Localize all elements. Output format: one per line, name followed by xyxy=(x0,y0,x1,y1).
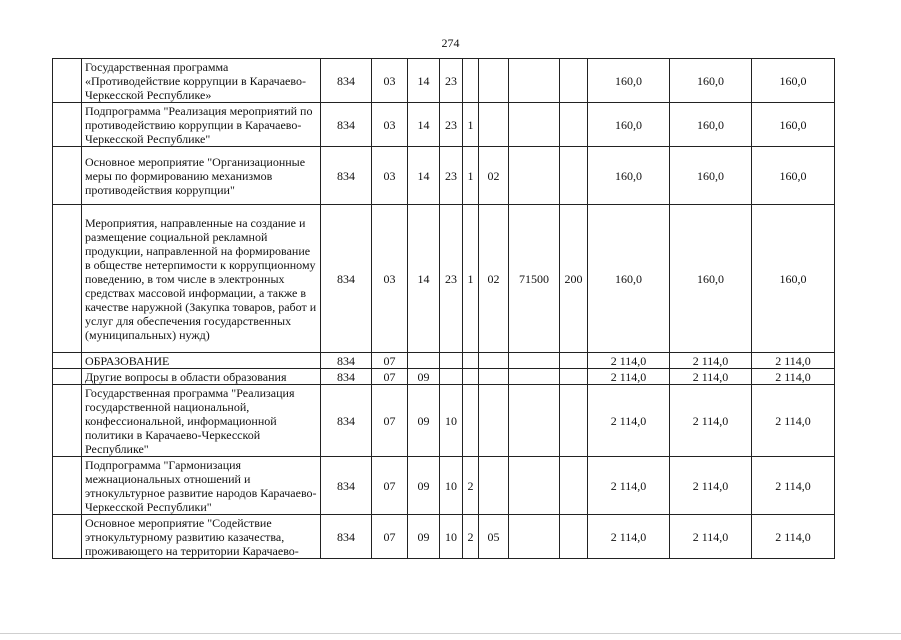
subprogram-code-cell xyxy=(463,369,479,385)
amount-year-1-cell: 2 114,0 xyxy=(588,515,670,559)
ministry-code-cell: 834 xyxy=(321,385,372,457)
expense-type-code-cell xyxy=(560,369,588,385)
subprogram-code-cell: 1 xyxy=(463,205,479,353)
expense-type-code-cell xyxy=(560,147,588,205)
table-row xyxy=(53,147,835,205)
ministry-code-cell: 834 xyxy=(321,205,372,353)
name-cell: Подпрограмма "Гармонизация межнациональных отношений и этнокультурное развитие народов Карачаево-Черкесской Республики" xyxy=(82,457,321,515)
subprogram-code-cell: 2 xyxy=(463,457,479,515)
direction-code-cell xyxy=(509,147,560,205)
ministry-code-cell: 834 xyxy=(321,457,372,515)
direction-code-cell xyxy=(509,515,560,559)
row-number-cell xyxy=(53,103,82,147)
row-number-cell xyxy=(53,59,82,103)
main-event-code-cell: 02 xyxy=(479,205,509,353)
amount-year-2-cell: 160,0 xyxy=(670,103,752,147)
amount-year-1-cell: 2 114,0 xyxy=(588,457,670,515)
amount-year-2-cell: 2 114,0 xyxy=(670,515,752,559)
ministry-code-cell: 834 xyxy=(321,147,372,205)
section-code-cell: 03 xyxy=(372,205,408,353)
table-row xyxy=(53,103,835,147)
program-code-cell: 10 xyxy=(440,385,463,457)
amount-year-2-cell: 160,0 xyxy=(670,59,752,103)
name-cell: Государственная программа «Противодействие коррупции в Карачаево-Черкесской Республике» xyxy=(82,59,321,103)
direction-code-cell xyxy=(509,369,560,385)
table-row xyxy=(53,457,835,515)
subsection-code-cell: 14 xyxy=(408,103,440,147)
section-code-cell: 03 xyxy=(372,59,408,103)
row-number-cell xyxy=(53,515,82,559)
amount-year-1-cell: 160,0 xyxy=(588,147,670,205)
name-cell: Подпрограмма "Реализация мероприятий по противодействию коррупции в Карачаево-Черкесской Республике" xyxy=(82,103,321,147)
amount-year-2-cell: 2 114,0 xyxy=(670,353,752,369)
subsection-code-cell: 09 xyxy=(408,457,440,515)
table-row xyxy=(53,353,835,369)
section-code-cell: 07 xyxy=(372,369,408,385)
expense-type-code-cell xyxy=(560,59,588,103)
amount-year-1-cell: 2 114,0 xyxy=(588,385,670,457)
section-code-cell: 07 xyxy=(372,515,408,559)
name-cell: Основное мероприятие "Организационные меры по формированию механизмов противодействия коррупции" xyxy=(82,147,321,205)
amount-year-3-cell: 2 114,0 xyxy=(752,457,835,515)
amount-year-3-cell: 160,0 xyxy=(752,205,835,353)
amount-year-3-cell: 160,0 xyxy=(752,59,835,103)
section-code-cell: 07 xyxy=(372,353,408,369)
amount-year-1-cell: 160,0 xyxy=(588,205,670,353)
subprogram-code-cell xyxy=(463,353,479,369)
expense-type-code-cell xyxy=(560,103,588,147)
subsection-code-cell xyxy=(408,353,440,369)
subprogram-code-cell xyxy=(463,385,479,457)
section-code-cell: 03 xyxy=(372,103,408,147)
amount-year-2-cell: 2 114,0 xyxy=(670,385,752,457)
amount-year-3-cell: 160,0 xyxy=(752,147,835,205)
main-event-code-cell xyxy=(479,59,509,103)
expense-type-code-cell xyxy=(560,515,588,559)
direction-code-cell xyxy=(509,353,560,369)
program-code-cell: 23 xyxy=(440,147,463,205)
amount-year-2-cell: 160,0 xyxy=(670,147,752,205)
ministry-code-cell: 834 xyxy=(321,59,372,103)
amount-year-3-cell: 2 114,0 xyxy=(752,515,835,559)
program-code-cell xyxy=(440,369,463,385)
subsection-code-cell: 09 xyxy=(408,515,440,559)
amount-year-1-cell: 160,0 xyxy=(588,59,670,103)
name-cell: Мероприятия, направленные на создание и размещение социальной рекламной продукции, направленной на формирование в обществе нетерпимости к коррупционному поведению, в том числе в электронных средствах массовой информации, а также в качестве наружной (Закупка товаров, работ и услуг для обеспечения государственных (муниципальных) нужд) xyxy=(82,205,321,353)
main-event-code-cell xyxy=(479,103,509,147)
amount-year-2-cell: 2 114,0 xyxy=(670,369,752,385)
amount-year-1-cell: 2 114,0 xyxy=(588,353,670,369)
ministry-code-cell: 834 xyxy=(321,353,372,369)
row-number-cell xyxy=(53,457,82,515)
main-event-code-cell xyxy=(479,457,509,515)
subprogram-code-cell xyxy=(463,59,479,103)
table-row xyxy=(53,369,835,385)
expense-type-code-cell xyxy=(560,353,588,369)
section-code-cell: 07 xyxy=(372,385,408,457)
subsection-code-cell: 09 xyxy=(408,369,440,385)
row-number-cell xyxy=(53,369,82,385)
row-number-cell xyxy=(53,353,82,369)
row-number-cell xyxy=(53,147,82,205)
main-event-code-cell: 02 xyxy=(479,147,509,205)
main-event-code-cell: 05 xyxy=(479,515,509,559)
main-event-code-cell xyxy=(479,385,509,457)
program-code-cell: 23 xyxy=(440,205,463,353)
direction-code-cell xyxy=(509,385,560,457)
row-number-cell xyxy=(53,385,82,457)
section-code-cell: 07 xyxy=(372,457,408,515)
ministry-code-cell: 834 xyxy=(321,103,372,147)
program-code-cell: 23 xyxy=(440,59,463,103)
table-row xyxy=(53,205,835,353)
page-number: 274 xyxy=(441,36,460,50)
program-code-cell: 23 xyxy=(440,103,463,147)
amount-year-1-cell: 2 114,0 xyxy=(588,369,670,385)
amount-year-1-cell: 160,0 xyxy=(588,103,670,147)
row-number-cell xyxy=(53,205,82,353)
program-code-cell: 10 xyxy=(440,515,463,559)
direction-code-cell xyxy=(509,59,560,103)
amount-year-3-cell: 2 114,0 xyxy=(752,385,835,457)
program-code-cell xyxy=(440,353,463,369)
amount-year-3-cell: 160,0 xyxy=(752,103,835,147)
expense-type-code-cell xyxy=(560,457,588,515)
expense-type-code-cell xyxy=(560,385,588,457)
table-row xyxy=(53,515,835,559)
ministry-code-cell: 834 xyxy=(321,369,372,385)
expense-type-code-cell: 200 xyxy=(560,205,588,353)
direction-code-cell: 71500 xyxy=(509,205,560,353)
subprogram-code-cell: 1 xyxy=(463,103,479,147)
direction-code-cell xyxy=(509,103,560,147)
table-row xyxy=(53,59,835,103)
main-event-code-cell xyxy=(479,353,509,369)
amount-year-2-cell: 160,0 xyxy=(670,205,752,353)
name-cell: Государственная программа "Реализация государственной национальной, конфессиональной, информационной политики в Карачаево-Черкесской Республике" xyxy=(82,385,321,457)
program-code-cell: 10 xyxy=(440,457,463,515)
scan-edge-line xyxy=(0,633,901,634)
ministry-code-cell: 834 xyxy=(321,515,372,559)
amount-year-2-cell: 2 114,0 xyxy=(670,457,752,515)
name-cell: Другие вопросы в области образования xyxy=(82,369,321,385)
subprogram-code-cell: 1 xyxy=(463,147,479,205)
subprogram-code-cell: 2 xyxy=(463,515,479,559)
name-cell: Основное мероприятие "Содействие этнокультурному развитию казачества, проживающего на территории Карачаево- xyxy=(82,515,321,559)
budget-table xyxy=(52,58,835,559)
subsection-code-cell: 14 xyxy=(408,59,440,103)
subsection-code-cell: 09 xyxy=(408,385,440,457)
amount-year-3-cell: 2 114,0 xyxy=(752,369,835,385)
main-event-code-cell xyxy=(479,369,509,385)
section-code-cell: 03 xyxy=(372,147,408,205)
table-row xyxy=(53,385,835,457)
subsection-code-cell: 14 xyxy=(408,147,440,205)
subsection-code-cell: 14 xyxy=(408,205,440,353)
name-cell: ОБРАЗОВАНИЕ xyxy=(82,353,321,369)
direction-code-cell xyxy=(509,457,560,515)
amount-year-3-cell: 2 114,0 xyxy=(752,353,835,369)
